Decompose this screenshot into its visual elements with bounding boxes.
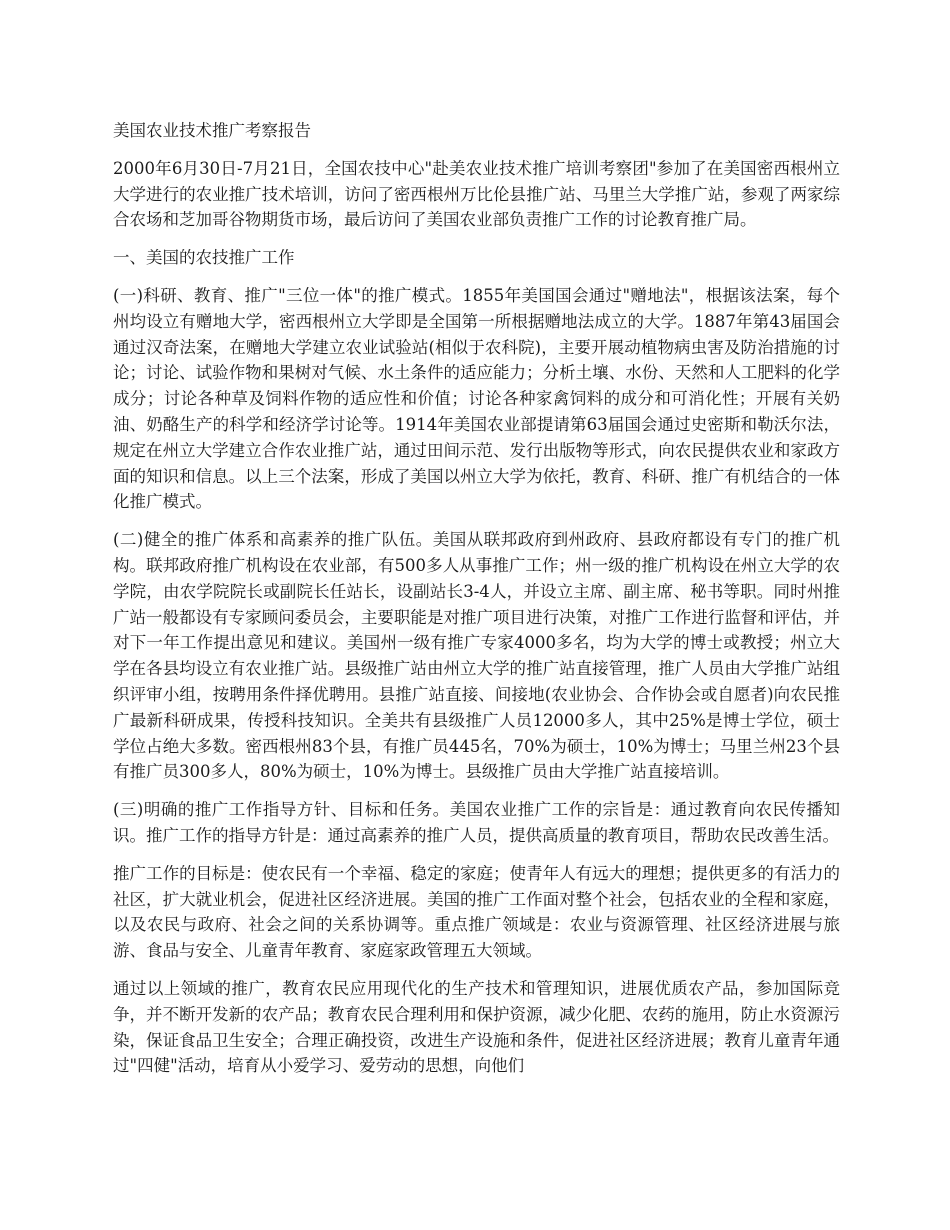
paragraph-extension-system: (二)健全的推广体系和高素养的推广队伍。美国从联邦政府到州政府、县政府都设有专门的推广机构。联邦政府推广机构设在农业部，有500多人从事推广工作；州一级的推广机构设在州立大学的农学院，由农学院院长或副院长任站长，设副站长3-4人，并设立主席、副主席、秘书等职。同时州推广站一般都设有专家顾问委员会，主要职能是对推广项目进行决策，对推广工作进行监督和评估，并对下一年工作提出意见和建议。美国州一级有推广专家4000多名，均为大学的博士或教授；州立大学在各县均设立有农业推广站。县级推广站由州立大学的推广站直接管理，推广人员由大学推广站组织评审小组，按聘用条件择优聘用。县推广站直接、间接地(农业协会、合作协会或自愿者)向农民推广最新科研成果，传授科技知识。全美共有县级推广人员12000多人，其中25%是博士学位，硕士学位占绝大多数。密西根州83个县，有推广员445名，70%为硕士，10%为博士；马里兰州23个县有推广员300多人，80%为硕士，10%为博士。县级推广员由大学推广站直接培训。 — [113, 530, 840, 782]
document-body — [113, 118, 840, 1091]
paragraph-guidelines: (三)明确的推广工作指导方针、目标和任务。美国农业推广工作的宗旨是：通过教育向农民传播知识。推广工作的指导方针是：通过高素养的推广人员，提供高质量的教育项目，帮助农民改善生活。 — [113, 800, 840, 845]
paragraph-goals: 推广工作的目标是：使农民有一个幸福、稳定的家庭；使青年人有远大的理想；提供更多的有活力的社区，扩大就业机会，促进社区经济进展。美国的推广工作面对整个社会，包括农业的全程和家庭，以及农民与政府、社会之间的关系协调等。重点推广领域是：农业与资源管理、社区经济进展与旅游、食品与安全、儿童青年教育、家庭家政管理五大领域。 — [113, 863, 840, 961]
paragraph-intro: 2000年6月30日-7月21日，全国农技中心"赴美农业技术推广培训考察团"参加了在美国密西根州立大学进行的农业推广技术培训，访问了密西根州万比伦县推广站、马里兰大学推广站，参观了两家综合农场和芝加哥谷物期货市场，最后访问了美国农业部负责推广工作的讨论教育推广局。 — [113, 158, 840, 230]
document-title: 美国农业技术推广考察报告 — [113, 121, 311, 140]
paragraph-trinity-model: (一)科研、教育、推广"三位一体"的推广模式。1855年美国国会通过"赠地法"，根据该法案，每个州均设立有赠地大学，密西根州立大学即是全国第一所根据赠地法成立的大学。1887年第43届国会通过汉奇法案，在赠地大学建立农业试验站(相似于农科院)，主要开展动植物病虫害及防治措施的讨论；讨论、试验作物和果树对气候、水土条件的适应能力；分析土壤、水份、天然和人工肥料的化学成分；讨论各种草及饲料作物的适应性和价值；讨论各种家禽饲料的成分和可消化性；开展有关奶油、奶酪生产的科学和经济学讨论等。1914年美国农业部提请第63届国会通过史密斯和勒沃尔法，规定在州立大学建立合作农业推广站，通过田间示范、发行出版物等形式，向农民提供农业和家政方面的知识和信息。以上三个法案，形成了美国以州立大学为依托，教育、科研、推广有机结合的一体化推广模式。 — [113, 285, 840, 512]
paragraph-education: 通过以上领域的推广，教育农民应用现代化的生产技术和管理知识，进展优质农产品，参加国际竞争，并不断开发新的农产品；教育农民合理利用和保护资源，减少化肥、农药的施用，防止水资源污染，保证食品卫生安全；合理正确投资，改进生产设施和条件，促进社区经济进展；教育儿童青年通过"四健"活动，培育从小爱学习、爱劳动的思想，向他们 — [113, 978, 840, 1076]
section-heading: 一、美国的农技推广工作 — [113, 248, 295, 268]
